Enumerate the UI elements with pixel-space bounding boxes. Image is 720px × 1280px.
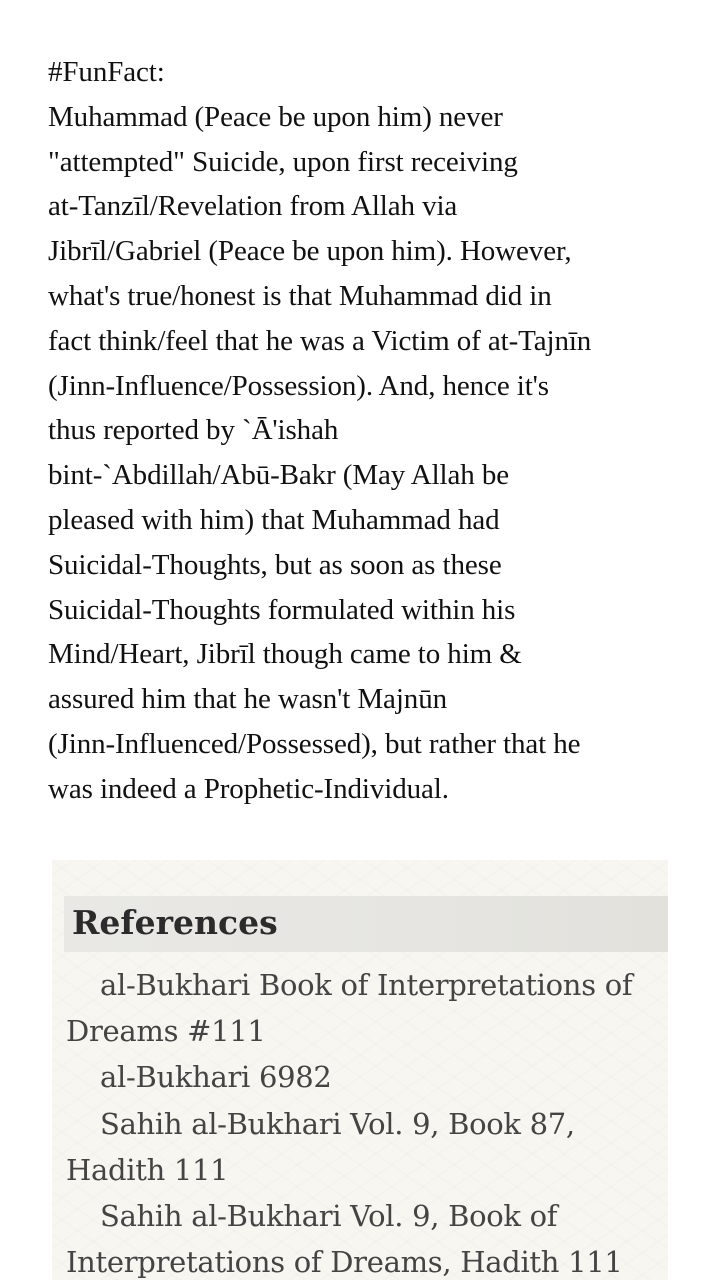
- post-line: Muhammad (Peace be upon him) never: [48, 100, 503, 133]
- post-text: [48, 50, 688, 812]
- post-line: Suicidal-Thoughts, but as soon as these: [48, 548, 502, 581]
- references-list: [66, 962, 666, 1280]
- reference-line: Interpretations of Dreams, Hadith 111: [66, 1245, 623, 1280]
- references-image[interactable]: [52, 860, 668, 1280]
- reference-line: Sahih al-Bukhari Vol. 9, Book of: [100, 1199, 558, 1234]
- post-line: Jibrīl/Gabriel (Peace be upon him). However,: [48, 235, 572, 268]
- post-line: "attempted" Suicide, upon first receiving: [48, 145, 518, 178]
- post-line: assured him that he wasn't Majnūn: [48, 683, 447, 716]
- post-line: Mind/Heart, Jibrīl though came to him &: [48, 638, 522, 671]
- reference-line: al-Bukhari 6982: [100, 1060, 332, 1095]
- post-line: was indeed a Prophetic-Individual.: [48, 772, 449, 805]
- reference-line: al-Bukhari Book of Interpretations of: [100, 968, 633, 1002]
- post-line: (Jinn-Influenced/Possessed), but rather that he: [48, 727, 581, 760]
- post-line: Suicidal-Thoughts formulated within his: [48, 593, 516, 626]
- post-line: thus reported by `Ā'ishah: [48, 414, 339, 447]
- references-heading: References: [72, 903, 278, 942]
- reference-line: Sahih al-Bukhari Vol. 9, Book 87,: [100, 1106, 575, 1141]
- post-line: #FunFact:: [48, 56, 165, 88]
- post-line: bint-`Abdillah/Abū-Bakr (May Allah be: [48, 459, 510, 492]
- post-line: (Jinn-Influence/Possession). And, hence it's: [48, 369, 549, 402]
- post-line: fact think/feel that he was a Victim of at-Tajnīn: [48, 324, 592, 357]
- post-line: at-Tanzīl/Revelation from Allah via: [48, 190, 458, 223]
- post-line: pleased with him) that Muhammad had: [48, 503, 500, 536]
- reference-line: Dreams #111: [66, 1014, 266, 1049]
- post-line: what's true/honest is that Muhammad did in: [48, 279, 552, 312]
- reference-line: Hadith 111: [66, 1152, 229, 1187]
